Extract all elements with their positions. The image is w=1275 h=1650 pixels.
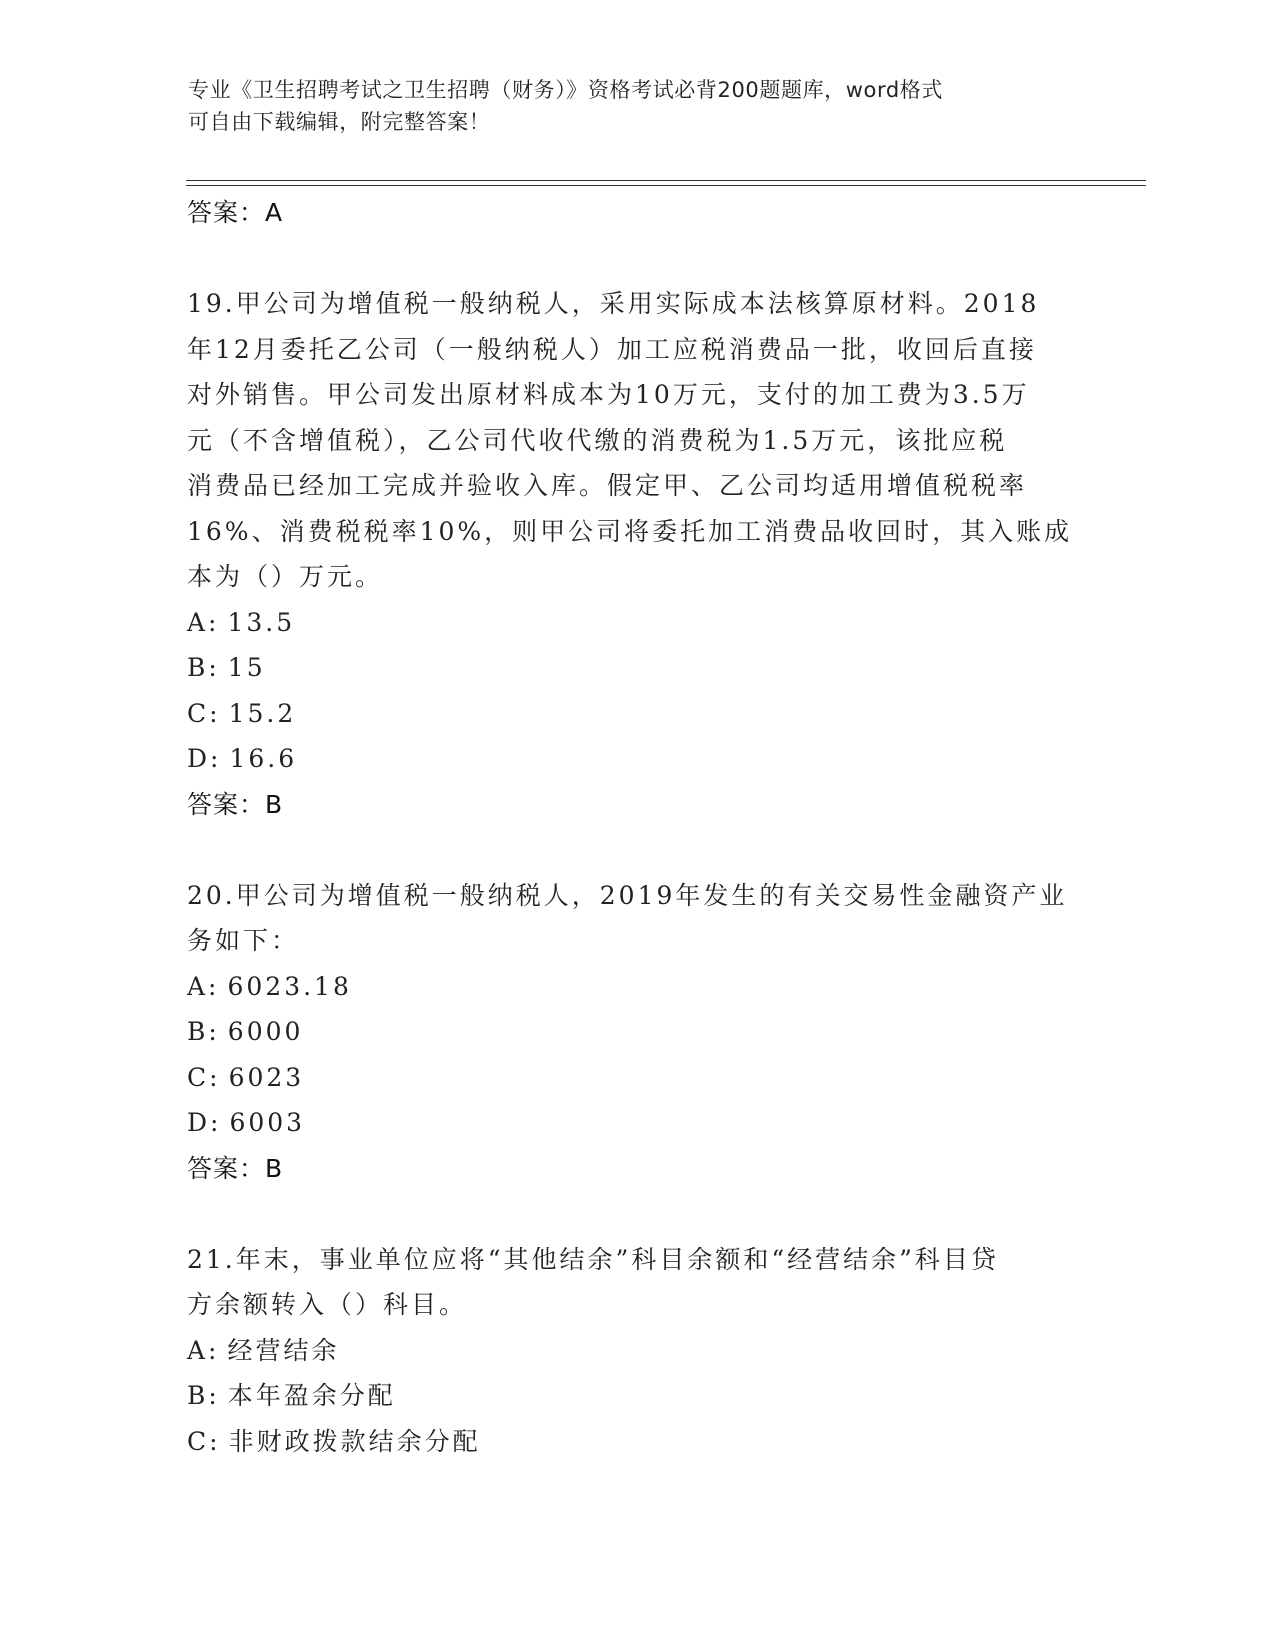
question-19-option-b: [187, 645, 1087, 691]
option-key: B:: [187, 1381, 220, 1410]
question-21-line-1: 21.年末，事业单位应将“其他结余”科目余额和“经营结余”科目贷: [187, 1244, 999, 1274]
option-text: 本年盈余分配: [227, 1381, 396, 1410]
question-20-option-a: [187, 964, 1087, 1010]
question-19-answer: 答案：B: [187, 789, 284, 819]
option-text: 15.2: [228, 698, 297, 728]
question-20-answer: 答案：B: [187, 1153, 284, 1183]
option-key: C:: [187, 1426, 221, 1456]
question-21-option-c: [187, 1419, 1087, 1465]
question-21-line-2: 方余额转入（）科目。: [187, 1290, 468, 1319]
option-key: C:: [187, 698, 221, 728]
document-body: [187, 190, 1087, 1464]
spacer: [187, 236, 1087, 282]
question-19-option-c: [187, 691, 1087, 737]
header-rule-bottom: [186, 185, 1146, 186]
question-21-option-b: [187, 1373, 1087, 1419]
option-text: 13.5: [227, 607, 296, 637]
question-19-line-3: 对外销售。甲公司发出原材料成本为10万元，支付的加工费为3.5万: [187, 380, 1030, 409]
question-19-option-d: [187, 736, 1087, 782]
question-19-line-1: 19.甲公司为增值税一般纳税人，采用实际成本法核算原材料。2018: [187, 289, 1040, 318]
question-19: [187, 281, 1087, 827]
option-key: A:: [187, 607, 220, 637]
option-key: A:: [187, 1335, 220, 1365]
previous-answer: 答案：A: [187, 198, 284, 227]
question-21-option-a: [187, 1328, 1087, 1374]
option-text: 6023: [228, 1062, 305, 1092]
question-19-line-7: 本为（）万元。: [187, 562, 384, 591]
question-19-line-2: 年12月委托乙公司（一般纳税人）加工应税消费品一批，收回后直接: [187, 334, 1037, 364]
option-key: D:: [187, 744, 222, 773]
option-text: 非财政拨款结余分配: [228, 1426, 481, 1456]
header-rule-top: [186, 180, 1146, 181]
question-20-line-1: 20.甲公司为增值税一般纳税人，2019年发生的有关交易性金融资产业: [187, 880, 1068, 910]
question-20-line-2: 务如下：: [187, 926, 300, 955]
question-19-line-6: 16%、消费税税率10%，则甲公司将委托加工消费品收回时，其入账成: [187, 516, 1073, 546]
question-21: [187, 1237, 1087, 1465]
option-text: 经营结余: [227, 1335, 340, 1365]
spacer: [187, 827, 1087, 873]
option-text: 6003: [229, 1108, 306, 1137]
question-19-option-a: [187, 600, 1087, 646]
option-key: B:: [187, 1017, 220, 1046]
question-19-line-4: 元（不含增值税），乙公司代收代缴的消费税为1.5万元，该批应税: [187, 425, 1008, 455]
option-key: C:: [187, 1062, 221, 1092]
option-text: 16.6: [229, 744, 298, 773]
question-20-option-b: [187, 1009, 1087, 1055]
option-text: 15: [227, 653, 266, 682]
question-20: [187, 873, 1087, 1192]
option-text: 6023.18: [227, 971, 352, 1001]
spacer: [187, 1191, 1087, 1237]
option-key: D:: [187, 1108, 222, 1137]
option-key: A:: [187, 971, 220, 1001]
header-title-line-1: 专业《卫生招聘考试之卫生招聘（财务）》资格考试必背200题题库，word格式: [188, 78, 943, 102]
header-title-line-2: 可自由下载编辑，附完整答案！: [188, 110, 491, 134]
option-text: 6000: [227, 1017, 304, 1046]
document-header: [188, 74, 1068, 138]
question-20-option-c: [187, 1055, 1087, 1101]
option-key: B:: [187, 653, 220, 682]
question-19-line-5: 消费品已经加工完成并验收入库。假定甲、乙公司均适用增值税税率: [187, 471, 1028, 500]
question-20-option-d: [187, 1100, 1087, 1146]
